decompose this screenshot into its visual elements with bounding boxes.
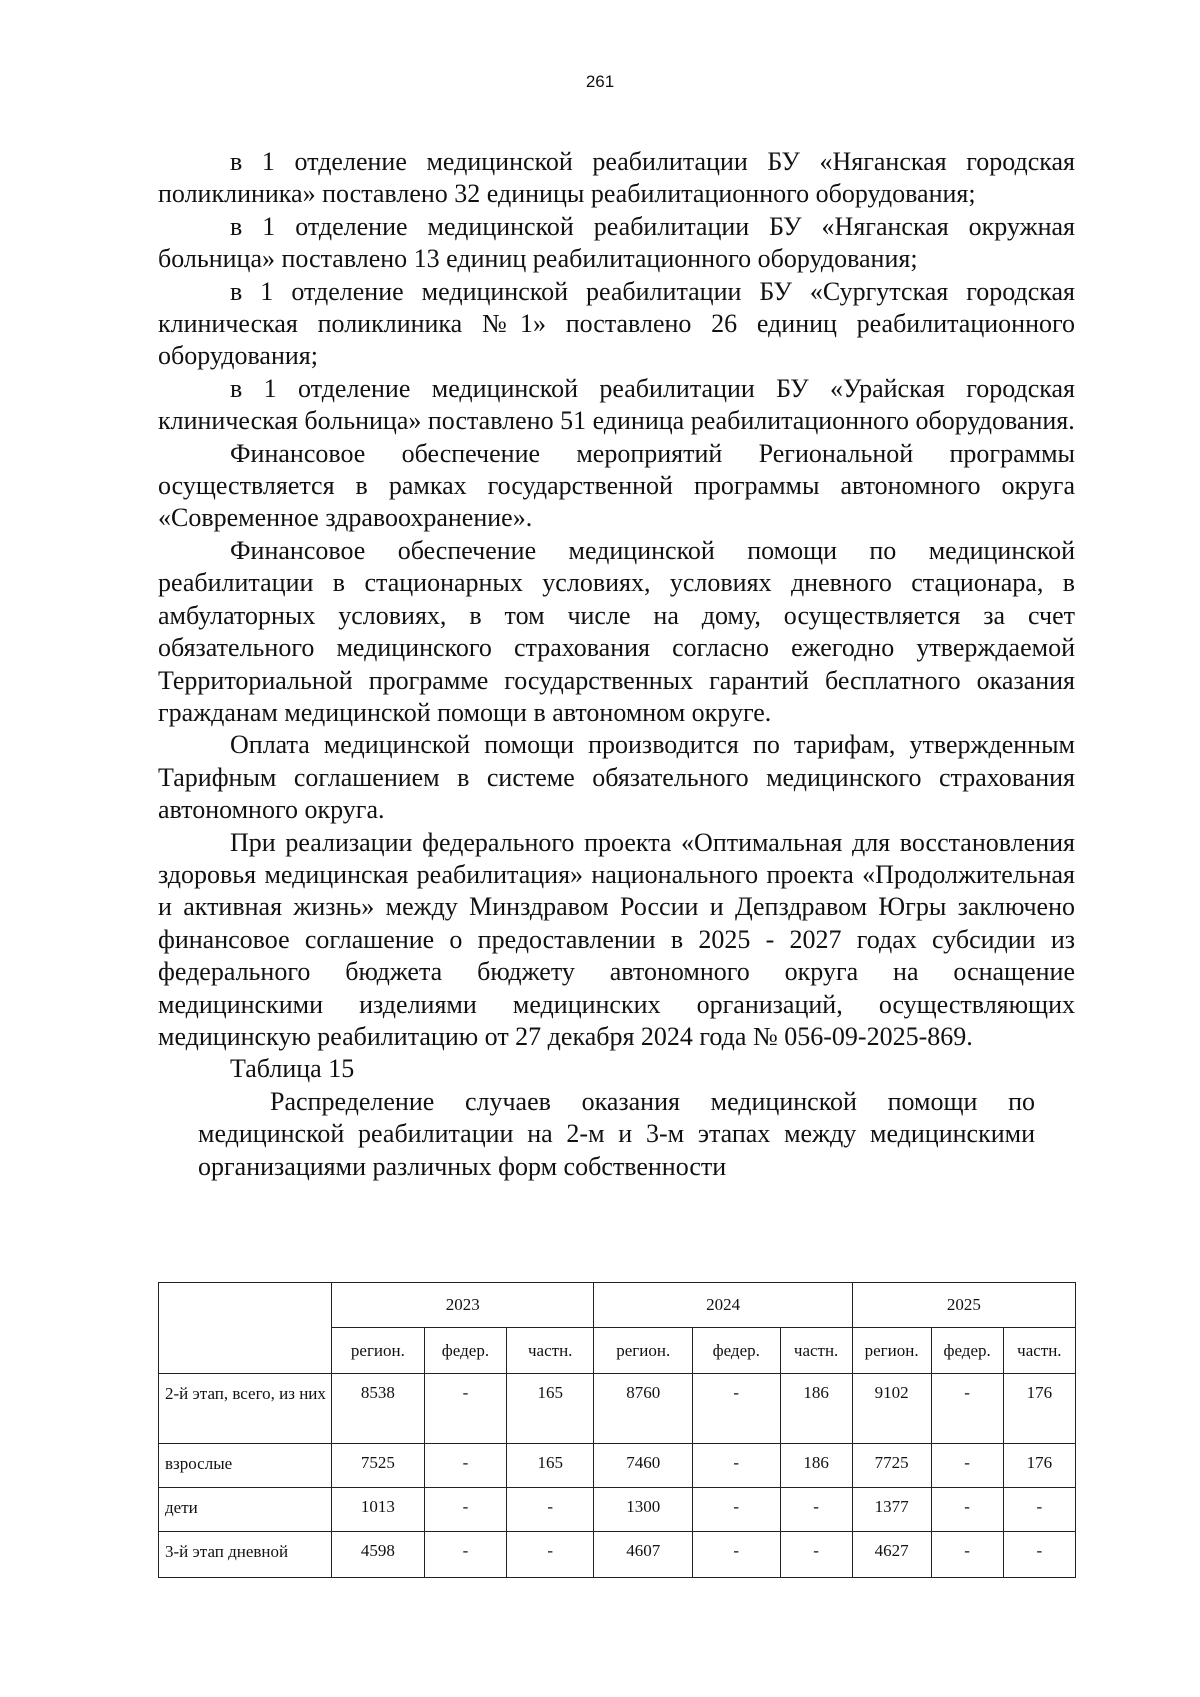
paragraph: в 1 отделение медицинской реабилитации БУ «Урайская городская клиническая больница» поставлено 51 единица реабилитационного оборудования. xyxy=(158,373,1075,436)
table-cell: - xyxy=(931,1374,1003,1444)
table-cell: - xyxy=(931,1444,1003,1488)
table-cell: 4627 xyxy=(852,1532,931,1578)
paragraph: Оплата медицинской помощи производится по тарифам, утвержденным Тарифным соглашением в системе обязательного медицинского страхования автономного округа. xyxy=(158,730,1075,825)
table-cell: - xyxy=(931,1488,1003,1532)
table-cell: - xyxy=(692,1444,780,1488)
paragraph: Финансовое обеспечение мероприятий Региональной программы осуществляется в рамках государственной программы автономного округа «Современное здравоохранение». xyxy=(158,438,1075,533)
table-cell: - xyxy=(692,1488,780,1532)
table-row xyxy=(159,1374,1076,1444)
row-label: 2-й этап, всего, из них xyxy=(159,1374,332,1444)
table-title: Распределение случаев оказания медицинской помощи по медицинской реабилитации на 2-м и 3-м этапах между медицинскими организациями различных форм собственности xyxy=(198,1086,1035,1181)
table-cell: 7525 xyxy=(331,1444,424,1488)
column-header: частн. xyxy=(506,1328,594,1374)
table-cell: - xyxy=(506,1532,594,1578)
table-cell: 176 xyxy=(1003,1374,1075,1444)
table-cell: - xyxy=(506,1488,594,1532)
year-header: 2024 xyxy=(594,1283,852,1328)
table-header-row xyxy=(159,1283,1076,1328)
table-cell: 165 xyxy=(506,1374,594,1444)
table-cell: - xyxy=(424,1374,506,1444)
table-cell: 176 xyxy=(1003,1444,1075,1488)
paragraph: в 1 отделение медицинской реабилитации БУ «Няганская окружная больница» поставлено 13 единиц реабилитационного оборудования; xyxy=(158,211,1075,274)
table-cell: 186 xyxy=(780,1444,852,1488)
table-corner-cell xyxy=(159,1283,332,1374)
row-label: 3-й этап дневной xyxy=(159,1532,332,1578)
table-cell: - xyxy=(780,1532,852,1578)
table-number-label: Таблица 15 xyxy=(230,1054,355,1084)
table-row xyxy=(159,1444,1076,1488)
table-cell: 9102 xyxy=(852,1374,931,1444)
column-header: федер. xyxy=(931,1328,1003,1374)
table-cell: - xyxy=(1003,1532,1075,1578)
table-cell: 4598 xyxy=(331,1532,424,1578)
table-cell: - xyxy=(424,1488,506,1532)
column-header: федер. xyxy=(692,1328,780,1374)
paragraph: При реализации федерального проекта «Оптимальная для восстановления здоровья медицинская реабилитация» национального проекта «Продолжительная и активная жизнь» между Минздравом России и Депздравом Югры заключено финансовое соглашение о предоставлении в 2025 - 2027 годах субсидии из федерального бюджета бюджету автономного округа на оснащение медицинскими изделиями медицинских организаций, осуществляющих медицинскую реабилитацию от 27 декабря 2024 года № 056-09-2025-869. xyxy=(158,827,1075,1051)
column-header: регион. xyxy=(331,1328,424,1374)
paragraph: в 1 отделение медицинской реабилитации БУ «Сургутская городская клиническая поликлиника №1» поставлено 26 единиц реабилитационного оборудования; xyxy=(158,276,1075,371)
table-cell: - xyxy=(692,1374,780,1444)
page-number: 261 xyxy=(585,72,615,91)
table-row xyxy=(159,1488,1076,1532)
table-cell: - xyxy=(692,1532,780,1578)
paragraph: в 1 отделение медицинской реабилитации БУ «Няганская городская поликлиника» поставлено 32 единицы реабилитационного оборудования; xyxy=(158,147,1075,209)
table-cell: 1013 xyxy=(331,1488,424,1532)
column-header: регион. xyxy=(594,1328,692,1374)
year-header: 2023 xyxy=(331,1283,594,1328)
row-label: взрослые xyxy=(159,1444,332,1488)
table-cell: 165 xyxy=(506,1444,594,1488)
row-label: дети xyxy=(159,1488,332,1532)
column-header: частн. xyxy=(780,1328,852,1374)
table-cell: 7460 xyxy=(594,1444,692,1488)
table-cell: 8760 xyxy=(594,1374,692,1444)
paragraph: Финансовое обеспечение медицинской помощи по медицинской реабилитации в стационарных условиях, условиях дневного стационара, в амбулаторных условиях, в том числе на дому, осуществляется за счет обязательного медицинского страхования согласно ежегодно утверждаемой Территориальной программе государственных гарантий бесплатного оказания гражданам медицинской помощи в автономном округе. xyxy=(158,535,1075,727)
table-cell: 1300 xyxy=(594,1488,692,1532)
table-cell: 7725 xyxy=(852,1444,931,1488)
table-cell: - xyxy=(424,1532,506,1578)
table-row xyxy=(159,1532,1076,1578)
table-cell: - xyxy=(780,1488,852,1532)
table-cell: 4607 xyxy=(594,1532,692,1578)
table-cell: 1377 xyxy=(852,1488,931,1532)
table-cell: 186 xyxy=(780,1374,852,1444)
table-cell: 8538 xyxy=(331,1374,424,1444)
table-cell: - xyxy=(424,1444,506,1488)
data-table xyxy=(158,1282,1076,1578)
table-cell: - xyxy=(1003,1488,1075,1532)
column-header: частн. xyxy=(1003,1328,1075,1374)
column-header: регион. xyxy=(852,1328,931,1374)
document-body xyxy=(158,146,1075,1183)
column-header: федер. xyxy=(424,1328,506,1374)
table-cell: - xyxy=(931,1532,1003,1578)
year-header: 2025 xyxy=(852,1283,1075,1328)
